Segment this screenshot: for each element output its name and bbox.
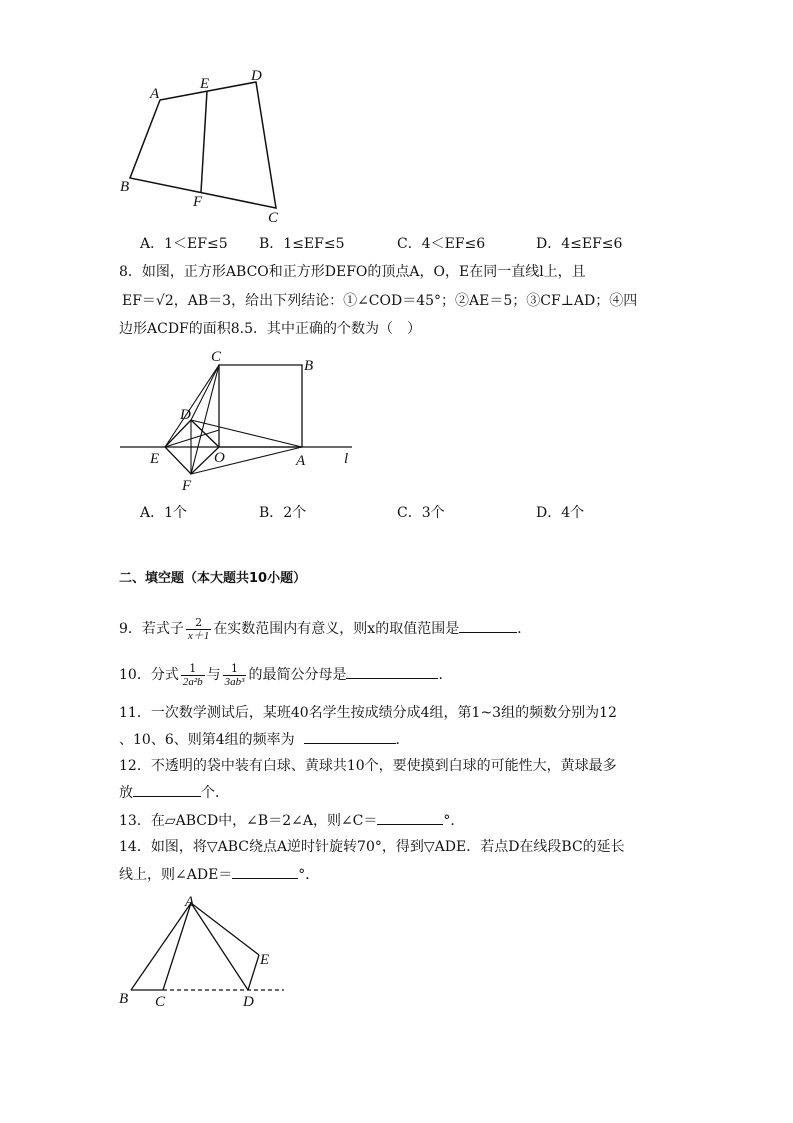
question-14-line-1: 14．如图，将▽ABC绕点A逆时针旋转70°，得到▽ADE．若点D在线段BC的延长 xyxy=(119,839,625,855)
fraction-1-over-2a2b: $\frac{1}{\text{2a²b}}$ xyxy=(182,661,203,688)
q8-option-d: D．4个 xyxy=(536,505,585,521)
label-l: l xyxy=(344,451,349,467)
q8-option-a: A．1个 xyxy=(140,505,188,521)
label-o: O xyxy=(214,450,225,466)
question-12-line-2: 放 个． xyxy=(119,782,229,803)
label-a: A xyxy=(150,86,160,102)
figure-two-squares xyxy=(115,340,365,500)
segment-cd xyxy=(191,365,219,420)
label-c: C xyxy=(211,349,222,365)
answer-blank-12[interactable] xyxy=(133,782,201,797)
q8-line-1: 8．如图，正方形ABCO和正方形DEFO的顶点A，O，E在同一直线l上，且 xyxy=(119,264,586,280)
question-14-line-2: 线上，则∠ADE＝ °． xyxy=(119,864,319,885)
label-b: B xyxy=(304,358,314,374)
answer-blank-14[interactable] xyxy=(232,864,298,879)
label-c: C xyxy=(268,210,279,226)
label-b: B xyxy=(119,991,129,1007)
label-d: D xyxy=(243,994,254,1010)
square-abco xyxy=(219,365,302,447)
fraction-2-over-x-plus-1: $\frac{2}{x+1}$ xyxy=(187,615,210,642)
segment-ef xyxy=(201,91,207,192)
question-9: 9．若式子 $\frac{2}{x+1}$ 在实数范围内有意义，则x的取值范围是 ． xyxy=(119,615,532,642)
q8-option-b: B．2个 xyxy=(259,505,307,521)
q7-option-a: A．1＜EF≤5 xyxy=(140,236,228,252)
q8-line-2: EF＝√2，AB＝3，给出下列结论：①∠COD＝45°；②AE＝5；③CF⊥AD；④四 xyxy=(122,293,638,309)
q8-line-3: 边形ACDF的面积8.5．其中正确的个数为（ ） xyxy=(119,321,422,337)
label-f: F xyxy=(193,194,203,210)
segment-ab xyxy=(131,903,191,990)
question-10: 10．分式 $\frac{1}{\text{2a²b}}$ 与 $\frac{1}{\text{3ab³}}$ 的最简公分母是 ． xyxy=(119,661,453,688)
question-11-line-2: 、10、6、则第4组的频率为 ． xyxy=(119,729,410,750)
label-d: D xyxy=(180,407,191,423)
segment-ae xyxy=(191,903,259,955)
segment-do xyxy=(191,420,219,447)
figure-triangle-rotation xyxy=(112,888,292,1013)
segment-ce xyxy=(165,365,219,447)
label-f: F xyxy=(182,478,192,494)
figure-quadrilateral-abcd xyxy=(110,62,310,232)
label-a: A xyxy=(185,894,195,910)
q7-option-c: C．4＜EF≤6 xyxy=(397,236,486,252)
label-e: E xyxy=(150,451,160,467)
answer-blank-11[interactable] xyxy=(304,729,396,744)
segment-ac xyxy=(163,903,191,990)
q8-option-c: C．3个 xyxy=(397,505,445,521)
answer-blank-9[interactable] xyxy=(459,618,517,633)
answer-blank-13[interactable] xyxy=(377,810,443,825)
label-b: B xyxy=(120,179,130,195)
label-d: D xyxy=(251,68,262,84)
question-13: 13．在▱ABCD中，∠B＝2∠A，则∠C＝ °． xyxy=(119,810,464,831)
q7-option-d: D．4≤EF≤6 xyxy=(536,236,623,252)
segment-fa xyxy=(191,447,302,474)
label-e: E xyxy=(200,76,210,92)
segment-de xyxy=(248,955,259,990)
question-12-line-1: 12．不透明的袋中装有白球、黄球共10个，要使摸到白球的可能性大，黄球最多 xyxy=(119,758,617,774)
segment-ad xyxy=(191,903,248,990)
q7-option-b: B．1≤EF≤5 xyxy=(259,236,345,252)
question-11-line-1: 11．一次数学测试后，某班40名学生按成绩分成4组，第1~3组的频数分别为12 xyxy=(119,705,617,721)
answer-blank-10[interactable] xyxy=(346,664,438,679)
label-e: E xyxy=(260,952,270,968)
fraction-1-over-3ab3: $\frac{1}{\text{3ab³}}$ xyxy=(224,661,245,688)
label-c: C xyxy=(155,994,166,1010)
label-a: A xyxy=(296,453,306,469)
section-title: 二、填空题（本大题共10小题） xyxy=(119,571,307,586)
